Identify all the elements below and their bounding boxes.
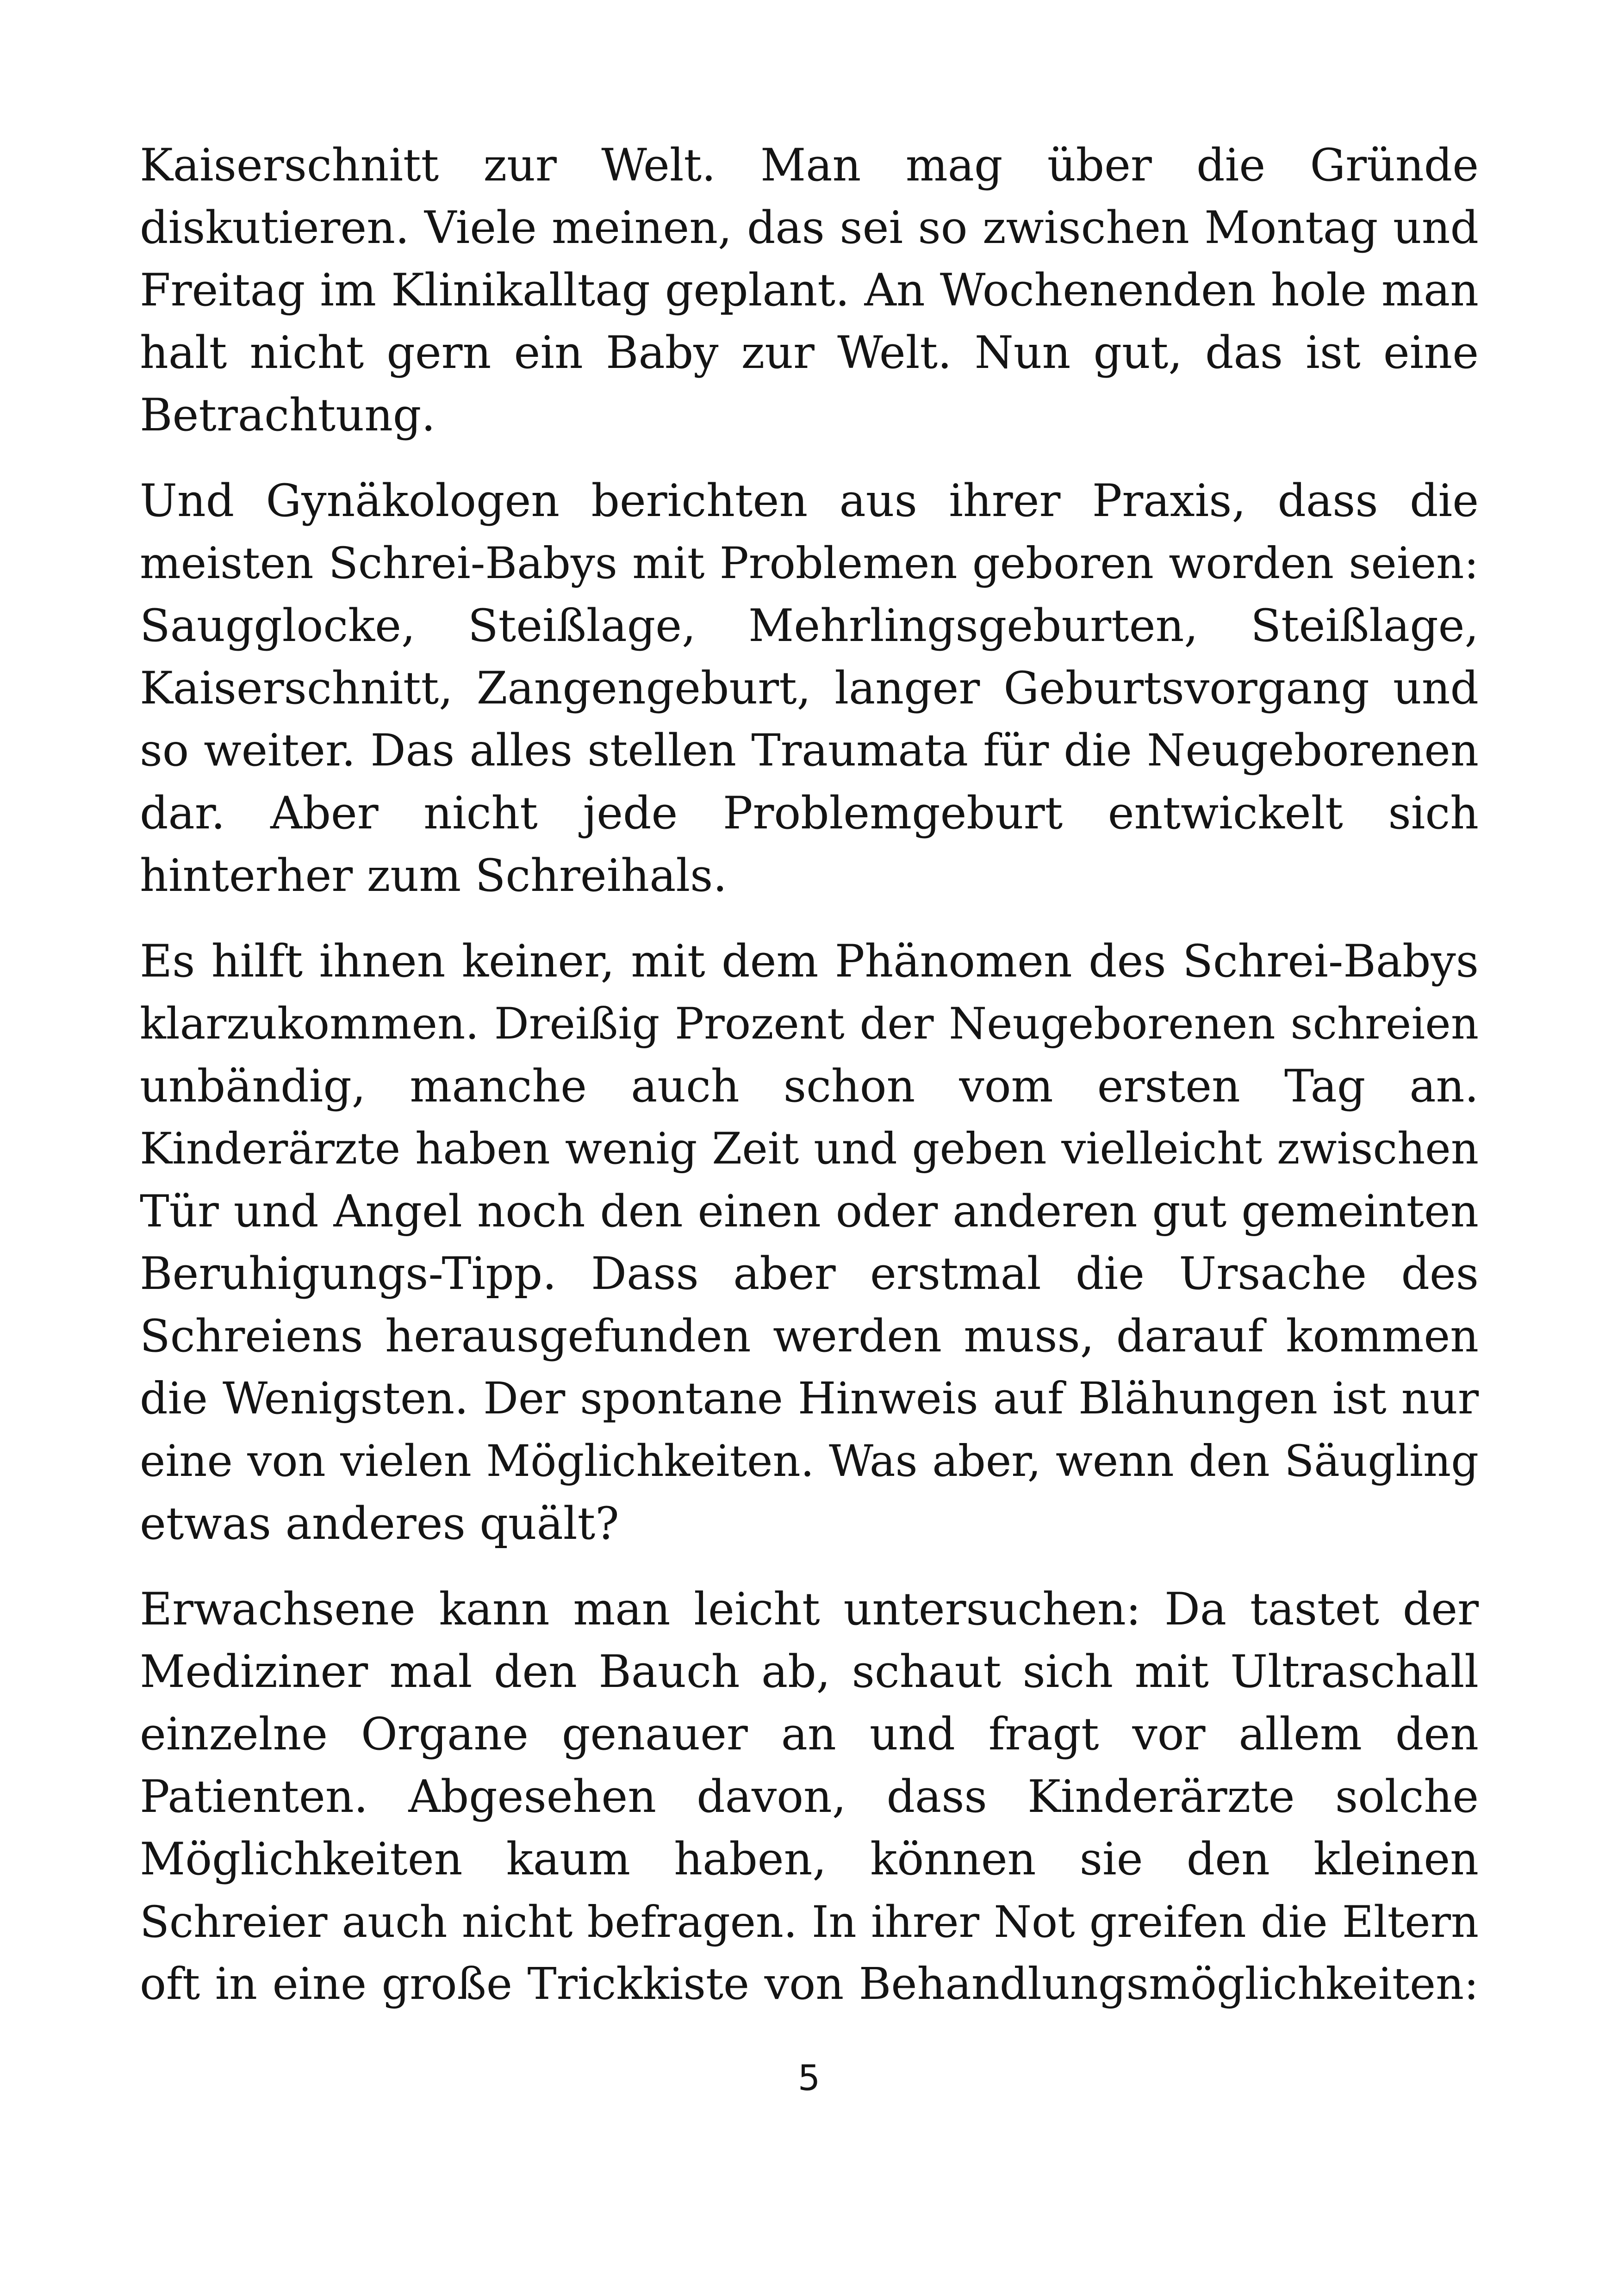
text-line: Beruhigungs-Tipp. Dass aber erstmal die Ursache des — [140, 1248, 1479, 1300]
text-line: Es hilft ihnen keiner, mit dem Phänomen des Schrei-Babys — [140, 935, 1479, 987]
text-line: Betrachtung. — [140, 389, 436, 441]
text-line: einzelne Organe genauer an und fragt vor allem den — [140, 1708, 1479, 1760]
text-line: unbändig, manche auch schon vom ersten Tag an. — [140, 1060, 1479, 1112]
text-line: Kaiserschnitt zur Welt. Man mag über die Gründe — [140, 139, 1479, 191]
text-line: hinterher zum Schreihals. — [140, 850, 727, 902]
text-line: Erwachsene kann man leicht untersuchen: Da tastet der — [140, 1583, 1479, 1635]
text-line: Kaiserschnitt, Zangengeburt, langer Geburtsvorgang und — [140, 662, 1479, 714]
text-line: diskutieren. Viele meinen, das sei so zwischen Montag und — [140, 202, 1479, 254]
text-line: klarzukommen. Dreißig Prozent der Neugeborenen schreien — [140, 999, 1479, 1049]
text-line: meisten Schrei-Babys mit Problemen geboren worden seien: — [140, 538, 1479, 589]
text-line: so weiter. Das alles stellen Traumata für die Neugeborenen — [140, 725, 1479, 776]
text-line: dar. Aber nicht jede Problemgeburt entwickelt sich — [140, 787, 1479, 839]
text-line: Patienten. Abgesehen davon, dass Kinderärzte solche — [140, 1771, 1479, 1823]
text-line: eine von vielen Möglichkeiten. Was aber, wenn den Säugling — [140, 1436, 1479, 1487]
text-line: Kinderärzte haben wenig Zeit und geben vielleicht zwischen — [140, 1124, 1479, 1174]
text-line: halt nicht gern ein Baby zur Welt. Nun gut, das ist eine — [140, 327, 1479, 379]
text-line: oft in eine große Trickkiste von Behandlungsmöglichkeiten: — [140, 1959, 1479, 2010]
text-line: Schreiens herausgefunden werden muss, darauf kommen — [140, 1310, 1479, 1362]
body-text — [140, 134, 1479, 2039]
paragraph-1 — [140, 134, 1479, 447]
text-line: Saugglocke, Steißlage, Mehrlingsgeburten, Steißlage, — [140, 600, 1479, 652]
paragraph-4 — [140, 1578, 1479, 2016]
text-line: Und Gynäkologen berichten aus ihrer Praxis, dass die — [140, 475, 1479, 527]
paragraph-2 — [140, 470, 1479, 907]
text-line: Tür und Angel noch den einen oder anderen gut gemeinten — [140, 1185, 1479, 1237]
text-line: Mediziner mal den Bauch ab, schaut sich mit Ultraschall — [140, 1646, 1479, 1698]
text-line: die Wenigsten. Der spontane Hinweis auf Blähungen ist nur — [140, 1373, 1479, 1424]
text-line: etwas anderes quält? — [140, 1498, 619, 1549]
paragraph-3 — [140, 930, 1479, 1555]
page-number: 5 — [797, 2057, 821, 2098]
text-line: Schreier auch nicht befragen. In ihrer Not greifen die Eltern — [140, 1897, 1479, 1947]
text-line: Möglichkeiten kaum haben, können sie den kleinen — [140, 1833, 1479, 1885]
text-line: Freitag im Klinikalltag geplant. An Wochenenden hole man — [140, 264, 1479, 316]
